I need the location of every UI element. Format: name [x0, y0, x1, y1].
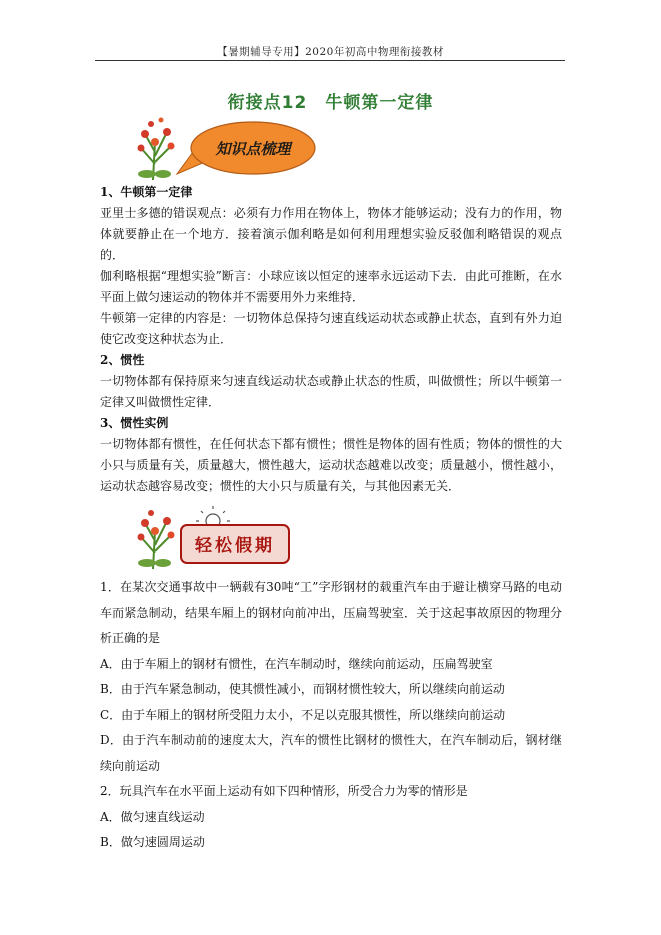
question-option: D．由于汽车制动前的速度太大，汽车的惯性比钢材的惯性大，在汽车制动后，钢材继续向前运动 — [100, 733, 562, 773]
question-option: B．由于汽车紧急制动，使其惯性减小，而钢材惯性较大，所以继续向前运动 — [100, 682, 505, 696]
page-title — [0, 88, 661, 113]
knowledge-section — [100, 182, 562, 497]
paragraph: 一切物体都有保持原来匀速直线运动状态或静止状态的性质，叫做惯性；所以牛顿第一定律又叫做惯性定律． — [100, 374, 562, 409]
knowledge-badge — [133, 112, 333, 184]
paragraph: 牛顿第一定律的内容是：一切物体总保持匀速直线运动状态或静止状态，直到有外力迫使它改变这种状态为止． — [100, 311, 562, 346]
title-topic: 牛顿第一定律 — [325, 93, 434, 113]
section-heading: 3、惯性实例 — [100, 416, 169, 430]
section-heading: 2、惯性 — [100, 353, 145, 367]
flower-icon — [138, 510, 175, 569]
question-option: B．做匀速圆周运动 — [100, 835, 205, 849]
flower-icon — [138, 118, 175, 181]
title-lesson-number: 衔接点12 — [227, 93, 308, 113]
header-rule — [95, 60, 565, 61]
question-option: A．由于车厢上的钢材有惯性，在汽车制动时，继续向前运动，压扁驾驶室 — [100, 656, 493, 671]
question-option: A．做匀速直线运动 — [100, 809, 205, 824]
paragraph: 伽利略根据“理想实验”断言：小球应该以恒定的速率永远运动下去．由此可推断，在水平面上做匀速运动的物体并不需要用外力来维持． — [100, 269, 562, 304]
exercise-section — [100, 575, 562, 856]
holiday-badge — [133, 505, 293, 571]
section-heading: 1、牛顿第一定律 — [100, 185, 193, 199]
question-stem: 2．玩具汽车在水平面上运动有如下四种情形，所受合力为零的情形是 — [100, 784, 468, 798]
question-option: C．由于车厢上的钢材所受阻力太小，不足以克服其惯性，所以继续向前运动 — [100, 707, 506, 722]
knowledge-badge-label: 知识点梳理 — [215, 140, 291, 158]
question-stem: 1．在某次交通事故中一辆载有30吨“工”字形钢材的载重汽车由于避让横穿马路的电动车而紧急制动，结果车厢上的钢材向前冲出，压扁驾驶室．关于这起事故原因的物理分析正确的是 — [100, 580, 562, 645]
paragraph: 亚里士多德的错误观点：必须有力作用在物体上，物体才能够运动；没有力的作用，物体就要静止在一个地方．接着演示伽利略是如何利用理想实验反驳伽利略错误的观点的． — [100, 206, 562, 262]
holiday-badge-label: 轻松假期 — [195, 536, 275, 556]
page-header: 【暑期辅导专用】2020年初高中物理衔接教材 — [217, 46, 444, 58]
paragraph: 一切物体都有惯性，在任何状态下都有惯性；惯性是物体的固有性质；物体的惯性的大小只与质量有关，质量越大，惯性越大，运动状态越难以改变；质量越小，惯性越小，运动状态越容易改变；惯性的大小只与质量有关，与其他因素无关． — [100, 437, 562, 493]
